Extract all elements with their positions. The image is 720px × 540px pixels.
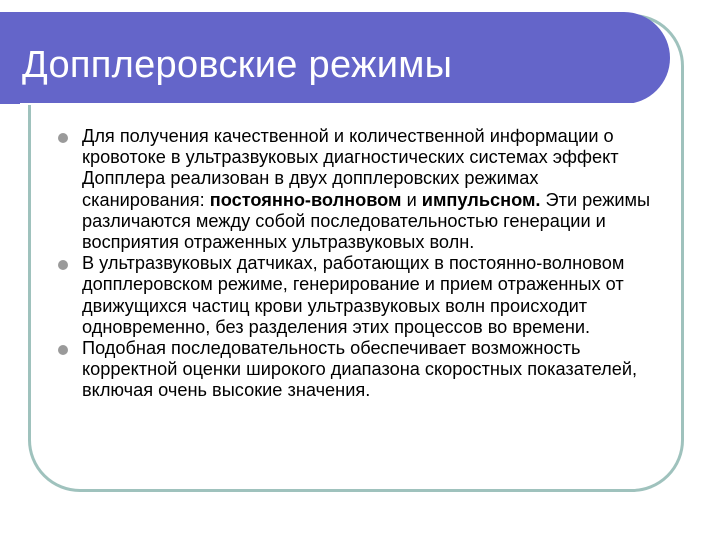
slide-title: Допплеровские режимы: [22, 44, 453, 86]
bullet-1-text-c: Эти режимы различаются между собой последовательностью генерации и восприятия отраженных ультразвуковых волн.: [82, 189, 651, 253]
bullet-item-3: [56, 338, 666, 402]
bullet-dot-icon: [58, 345, 68, 355]
bullet-1-text-b: и: [401, 189, 422, 210]
bullet-2-text: В ультразвуковых датчиках, работающих в постоянно-волновом допплеровском режиме, генерирование и прием отраженных от движущихся частиц крови ультразвуковых волн происходит одновременно, без разделения этих процессов во времени.: [82, 253, 625, 337]
bullet-item-1: [56, 126, 666, 253]
title-band: [0, 12, 670, 104]
bullet-1-bold-pulsed: импульсном.: [421, 189, 541, 210]
bullet-1-bold-continuous: постоянно-волновом: [209, 189, 402, 210]
bullet-list: [56, 126, 666, 402]
bullet-dot-icon: [58, 133, 68, 143]
bullet-3-text: Подобная последовательность обеспечивает возможность корректной оценки широкого диапазона скоростных показателей, включая очень высокие значения.: [82, 338, 638, 401]
title-underline: [20, 103, 637, 105]
bullet-1-text-a: Для получения качественной и количественной информации о кровотоке в ультразвуковых диагностических системах эффект Допплера реализован в двух допплеровских режимах сканирования:: [82, 126, 619, 210]
bullet-dot-icon: [58, 260, 68, 270]
bullet-item-2: [56, 253, 666, 338]
